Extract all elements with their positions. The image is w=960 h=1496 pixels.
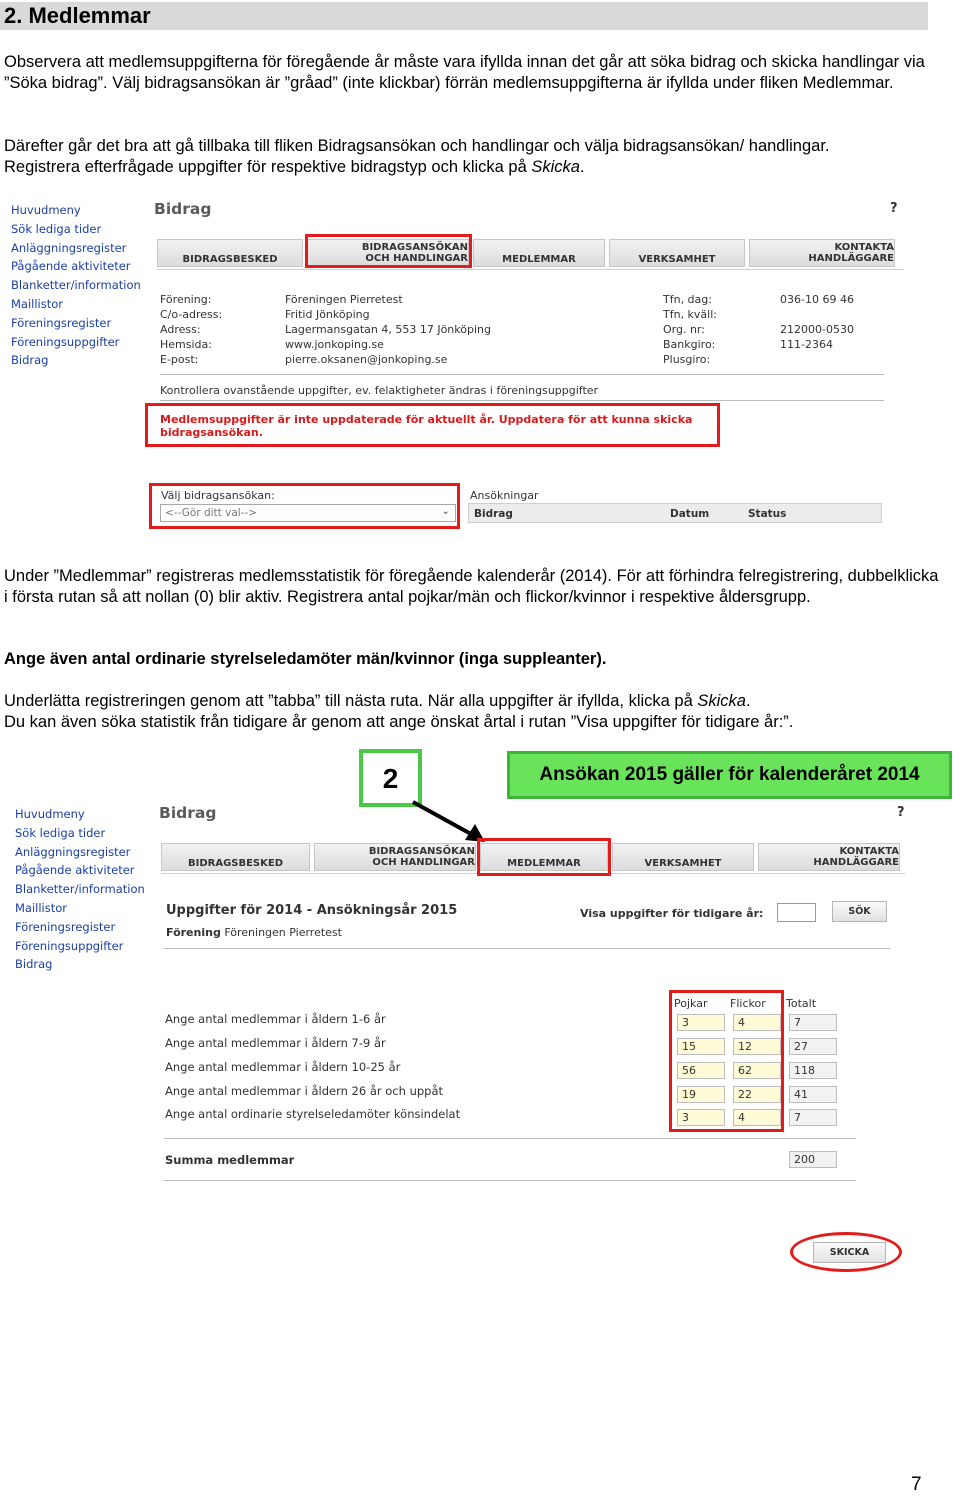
bidrag-select[interactable]	[160, 504, 456, 522]
skicka-emphasis: Skicka	[531, 158, 580, 176]
info-value: 212000-0530	[780, 323, 854, 336]
menu-item-foreningsregister[interactable]: Föreningsregister	[15, 919, 116, 934]
tab-medlemmar[interactable]	[473, 239, 605, 267]
pojkar-input[interactable]: 3	[677, 1109, 725, 1126]
info-label: Adress:	[160, 323, 201, 336]
totalt-value: 27	[789, 1038, 837, 1055]
skicka-button[interactable]: SKICKA	[813, 1242, 886, 1263]
tab-verksamhet[interactable]	[612, 843, 754, 871]
row-label: Ange antal medlemmar i åldern 1-6 år	[165, 1012, 386, 1026]
col-status: Status	[748, 508, 787, 520]
callout-number: 2	[382, 763, 399, 794]
board-paragraph: Ange även antal ordinarie styrelseledamöter män/kvinnor (inga suppleanter).	[4, 650, 607, 668]
totalt-value: 41	[789, 1086, 837, 1103]
menu-item-foreningsuppgifter[interactable]: Föreningsuppgifter	[11, 334, 120, 349]
menu-item-sok-lediga-tider[interactable]: Sök lediga tider	[11, 221, 102, 236]
page-title: Bidrag	[154, 200, 212, 218]
tab-label: BIDRAGSANSÖKAN	[361, 241, 468, 253]
info-value: 036-10 69 46	[780, 293, 854, 306]
col-bidrag: Bidrag	[474, 508, 513, 520]
tab-paragraph	[4, 691, 944, 733]
period: .	[745, 692, 751, 710]
info-label: Tfn, dag:	[663, 293, 712, 306]
history-line: Du kan även söka statistik från tidigare år genom att ange önskat årtal i rutan ”Visa uppgifter för tidigare år:”.	[4, 713, 794, 731]
tab-label: HANDLÄGGARE	[813, 856, 899, 868]
col-datum: Datum	[670, 508, 710, 520]
tab-label: MEDLEMMAR	[502, 254, 576, 265]
totalt-value: 7	[789, 1014, 837, 1031]
menu-item-anlaggningsregister[interactable]: Anläggningsregister	[15, 844, 131, 859]
flickor-input[interactable]: 62	[733, 1062, 781, 1079]
info-labels-right	[663, 292, 717, 367]
tab-label: OCH HANDLINGAR	[372, 856, 475, 868]
sok-button[interactable]: SÖK	[832, 901, 887, 922]
divider	[164, 948, 890, 949]
divider	[164, 1180, 856, 1181]
tab-line	[4, 691, 944, 712]
help-icon[interactable]: ?	[897, 805, 905, 820]
ansokningar-header	[468, 503, 882, 523]
ansokningar-title: Ansökningar	[470, 489, 539, 502]
row-label: Ange antal medlemmar i åldern 10-25 år	[165, 1060, 401, 1074]
check-text: Kontrollera ovanstående uppgifter, ev. felaktigheter ändras i föreningsuppgifter	[160, 384, 599, 397]
help-icon[interactable]: ?	[890, 201, 898, 216]
menu-item-blanketter[interactable]: Blanketter/information	[15, 882, 145, 897]
tab-label: HANDLÄGGARE	[808, 252, 894, 264]
row-label: Ange antal medlemmar i åldern 7-9 år	[165, 1036, 386, 1050]
info-value: Lagermansgatan 4, 553 17 Jönköping	[285, 323, 491, 336]
info-label: Plusgiro:	[663, 353, 711, 366]
info-label: Hemsida:	[160, 338, 212, 351]
tab-label: BIDRAGSANSÖKAN	[368, 845, 475, 857]
menu-item-sok-lediga-tider[interactable]: Sök lediga tider	[15, 825, 106, 840]
menu-item-blanketter[interactable]: Blanketter/information	[11, 278, 141, 293]
info-value: Föreningen Pierretest	[285, 293, 403, 306]
period: .	[579, 158, 585, 176]
flickor-input[interactable]: 22	[733, 1086, 781, 1103]
tab-verksamhet[interactable]	[609, 239, 745, 267]
flickor-input[interactable]: 12	[733, 1038, 781, 1055]
menu-item-anlaggningsregister[interactable]: Anläggningsregister	[11, 240, 127, 255]
select-value: <--Gör ditt val-->	[165, 507, 258, 519]
callout-banner	[507, 751, 952, 799]
row-label: Ange antal ordinarie styrelseledamöter könsindelat	[165, 1107, 461, 1121]
select-label: Välj bidragsansökan:	[161, 489, 275, 502]
tab-bidragsbesked[interactable]	[161, 843, 310, 871]
menu-item-pagaende-aktiviteter[interactable]: Pågående aktiviteter	[11, 259, 131, 274]
page-number: 7	[911, 1474, 922, 1495]
info-value: www.jonkoping.se	[285, 338, 384, 351]
col-totalt: Totalt	[786, 997, 817, 1010]
col-pojkar: Pojkar	[674, 997, 708, 1010]
tab-label: MEDLEMMAR	[507, 858, 581, 869]
return-line-2-text: Registrera efterfrågade uppgifter för respektive bidragstyp och klicka på	[4, 158, 532, 176]
highlight-input-columns	[669, 990, 784, 1132]
pojkar-input[interactable]: 56	[677, 1062, 725, 1079]
pojkar-input[interactable]: 3	[677, 1014, 725, 1031]
skicka-emphasis: Skicka	[697, 692, 746, 710]
info-value: pierre.oksanen@jonkoping.se	[285, 353, 448, 366]
year-input[interactable]	[777, 903, 816, 922]
menu-item-bidrag[interactable]: Bidrag	[11, 353, 49, 368]
tab-kontakta[interactable]	[758, 843, 900, 871]
pojkar-input[interactable]: 15	[677, 1038, 725, 1055]
intro-paragraph: Observera att medlemsuppgifterna för föregående år måste vara ifyllda innan det går att söka bidrag och skicka handlingar via ”Söka bidrag”. Välj bidragsansökan är ”gråad” (inte klickbar) förrän medlemsuppgifterna är ifyllda under fliken Medlemmar.	[4, 53, 925, 92]
divider	[164, 1138, 856, 1139]
menu-item-foreningsregister[interactable]: Föreningsregister	[11, 315, 112, 330]
uppgifter-title: Uppgifter för 2014 - Ansökningsår 2015	[166, 903, 458, 918]
visa-label: Visa uppgifter för tidigare år:	[580, 907, 764, 920]
info-label: Org. nr:	[663, 323, 705, 336]
tab-label: KONTAKTA	[834, 241, 894, 253]
tab-bar	[157, 239, 904, 269]
page-title: Bidrag	[159, 804, 217, 822]
warning-line: Medlemsuppgifter är inte uppdaterade för aktuellt år. Uppdatera för att kunna skicka	[160, 413, 693, 426]
forening-row	[166, 926, 342, 939]
menu-item-huvudmeny[interactable]: Huvudmeny	[11, 203, 81, 217]
info-label: C/o-adress:	[160, 308, 223, 321]
tab-divider	[157, 269, 904, 270]
info-value: 111-2364	[780, 338, 833, 351]
statistics-paragraph: Under ”Medlemmar” registreras medlemsstatistik för föregående kalenderår (2014). För att förhindra felregistrering, dubbelklicka i första rutan så att nollan (0) blir aktiv. Registrera antal pojkar/män och flickor/kvinnor i respektive åldersgrupp.	[4, 567, 939, 606]
tab-label: VERKSAMHET	[638, 254, 716, 265]
summa-label: Summa medlemmar	[165, 1153, 295, 1167]
menu-item-pagaende-aktiviteter[interactable]: Pågående aktiviteter	[15, 863, 135, 878]
pojkar-input[interactable]: 19	[677, 1086, 725, 1103]
info-label: Bankgiro:	[663, 338, 716, 351]
totalt-value: 7	[789, 1109, 837, 1126]
info-value	[780, 352, 854, 367]
tab-label: KONTAKTA	[839, 845, 899, 857]
menu-item-foreningsuppgifter[interactable]: Föreningsuppgifter	[15, 938, 124, 953]
tab-label: OCH HANDLINGAR	[365, 252, 468, 264]
info-label: Förening:	[160, 293, 212, 306]
divider	[160, 400, 884, 401]
warning-line: bidragsansökan.	[160, 426, 263, 439]
col-flickor: Flickor	[730, 997, 766, 1010]
tab-bidragsbesked[interactable]	[157, 239, 303, 267]
warning-message	[160, 413, 692, 439]
tab-label: BIDRAGSBESKED	[187, 858, 284, 869]
tab-label: VERKSAMHET	[644, 858, 722, 869]
flickor-input[interactable]: 4	[733, 1109, 781, 1126]
info-label: E-post:	[160, 353, 199, 366]
info-value	[780, 307, 854, 322]
section-heading: 2. Medlemmar	[4, 3, 151, 28]
summa-value: 200	[789, 1151, 837, 1168]
return-paragraph	[4, 136, 944, 178]
menu-item-maillistor[interactable]: Maillistor	[15, 900, 68, 915]
info-value: Fritid Jönköping	[285, 308, 370, 321]
highlight-medlemmar-tab	[477, 838, 611, 876]
menu-item-huvudmeny[interactable]: Huvudmeny	[15, 807, 85, 821]
tab-label: BIDRAGSBESKED	[182, 254, 278, 265]
forening-label: Förening	[166, 926, 221, 939]
sidebar-menu	[15, 805, 145, 974]
menu-item-maillistor[interactable]: Maillistor	[11, 296, 64, 311]
row-label: Ange antal medlemmar i åldern 26 år och uppåt	[165, 1084, 444, 1098]
flickor-input[interactable]: 4	[733, 1014, 781, 1031]
return-line-2	[4, 157, 944, 178]
info-values-left	[285, 292, 491, 367]
totalt-value: 118	[789, 1062, 837, 1079]
chevron-down-icon: ⌄	[441, 505, 450, 517]
callout-text: Ansökan 2015 gäller för kalenderåret 2014	[539, 764, 920, 785]
sidebar-menu	[11, 201, 141, 370]
return-line-1: Därefter går det bra att gå tillbaka till fliken Bidragsansökan och handlingar och välja bidragsansökan/ handlingar.	[4, 137, 830, 155]
info-labels-left	[160, 292, 222, 367]
menu-item-bidrag[interactable]: Bidrag	[15, 957, 53, 972]
forening-value: Föreningen Pierretest	[224, 926, 342, 939]
tab-text: Underlätta registreringen genom att ”tabba” till nästa ruta. När alla uppgifter är ifyllda, klicka på	[4, 692, 698, 710]
highlight-bidragsansokan-tab	[305, 234, 472, 268]
divider	[160, 374, 884, 375]
tab-bidragsansokan[interactable]	[314, 843, 476, 871]
info-label: Tfn, kväll:	[663, 308, 717, 321]
tab-kontakta[interactable]	[749, 239, 895, 267]
info-values-right	[780, 292, 854, 367]
